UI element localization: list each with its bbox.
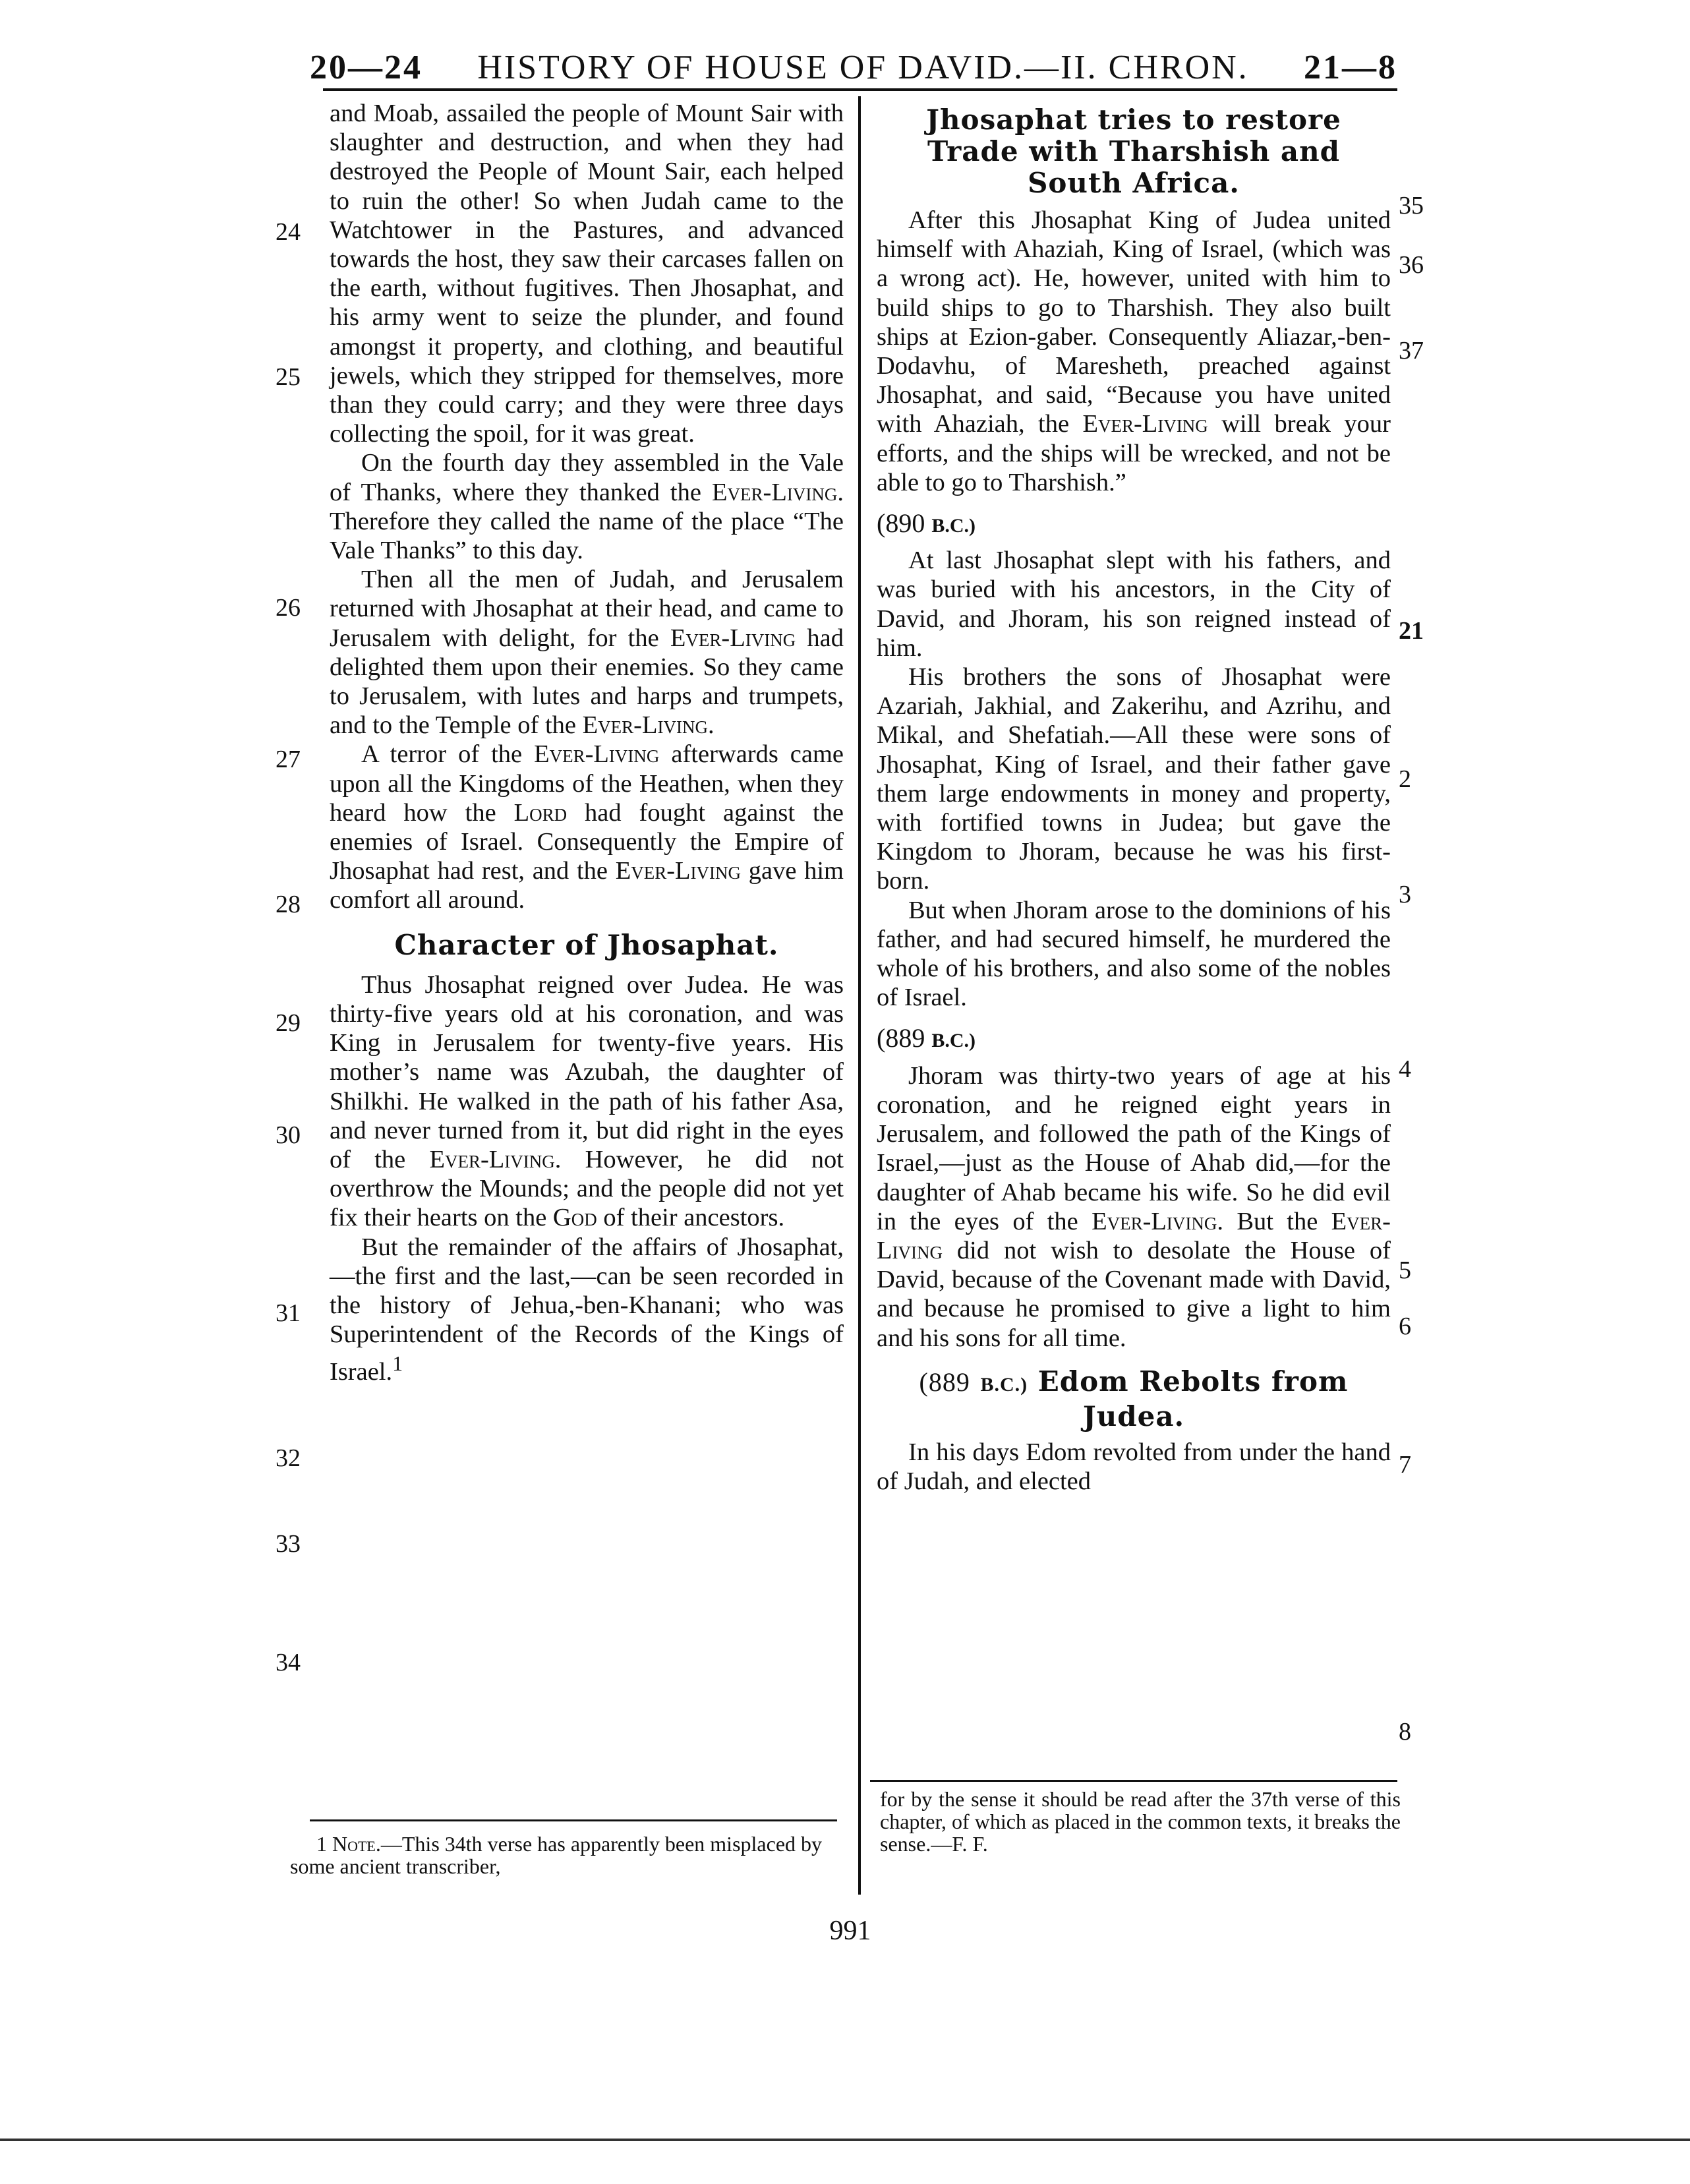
text-run: gave him comfort all around. — [330, 857, 844, 914]
date-year: (889 — [877, 1023, 925, 1053]
divine-name: Ever-Living — [429, 1145, 555, 1173]
date-year: (889 — [919, 1367, 970, 1397]
heading-text: Edom Rebolts from Judea. — [1037, 1365, 1349, 1432]
verse-number: 29 — [276, 1009, 301, 1037]
text-run: Then all the men of Judah, and Jerusalem returned with Jhosaphat at their head, and came to Jerusalem with delight, for the — [330, 566, 844, 652]
verse-number: 34 — [276, 1649, 301, 1676]
header-left-ref: 20—24 — [310, 49, 422, 86]
text-run: Thus Jhosaphat reigned over Judea. He was thirty-five years old at his coronation, and was King in Jerusalem for twenty-five years. His mother’s name was Azubah, the daughter of Shilkhi. He walked in the path of his father Asa, and never turned from it, but did right in the eyes of the — [330, 970, 844, 1173]
verse-number: 33 — [276, 1530, 301, 1558]
text-run: . — [707, 711, 714, 740]
date-889-bc — [877, 1024, 1391, 1055]
text-run: afterwards came upon all the Kingdoms of the Heathen, when they heard how the — [330, 740, 844, 827]
text-run: . But the — [1217, 1207, 1331, 1235]
date-era: B.C.) — [931, 515, 976, 537]
divine-name: Ever-Living — [1082, 410, 1208, 438]
page-number: 991 — [829, 1916, 871, 1946]
verse-number: 37 — [1399, 337, 1424, 365]
verse-number: 31 — [276, 1299, 301, 1327]
header-title: HISTORY OF HOUSE OF DAVID.—II. CHRON. — [477, 49, 1249, 86]
verse-number: 21 — [1399, 617, 1424, 645]
text-run: had delighted them upon their enemies. So they came to Jerusalem, with lutes and harps and trumpets, and to the Temple of the — [330, 624, 844, 740]
right-paragraph-3: His brothers the sons of Jhosaphat were Azariah, Jakhial, and Zakerihu, and Azrihu, and Mikal, and Shefatiah.—All these were sons of Jhosaphat, King of Israel, and their father gave them large endowments in money and property, with fortified towns in Judea; but gave the Kingdom to Jhoram, because he was his first-born. — [877, 663, 1391, 895]
left-paragraph-1: and Moab, assailed the people of Mount Sair with slaughter and destruction, and when they had destroyed the People of Mount Sair, each helped to ruin the other! So when Judah came to the Watchtower in the Pastures, and advanced towards the host, they saw their carcases fallen on the earth, without fugitives. Then Jhosaphat, and his army went to seize the plunder, and found amongst it property, and clothing, and beautiful jewels, which they stripped for themselves, more than they could carry; and they were three days collecting the spoil, for it was great. — [330, 100, 844, 448]
verse-number: 30 — [276, 1121, 301, 1149]
right-footnote: for by the sense it should be read after the 37th verse of this chapter, of which as placed in the common texts, it breaks the sense.—F. F. — [880, 1787, 1401, 1856]
divine-name: Ever-Living — [877, 1207, 1391, 1264]
text-run: A terror of the — [361, 740, 535, 769]
divine-name: Ever-Living — [670, 624, 796, 652]
footnote-rule — [870, 1780, 1397, 1782]
text-run: . However, he did not overthrow the Mounds; and the people did not yet fix their hearts on the — [330, 1145, 844, 1232]
verse-number: 4 — [1399, 1055, 1411, 1083]
divine-name: Lord — [513, 798, 568, 827]
right-paragraph-1 — [877, 206, 1391, 497]
verse-number: 26 — [276, 594, 301, 622]
date-era: B.C.) — [980, 1373, 1028, 1396]
text-run: But the remainder of the affairs of Jhosaphat,—the first and the last,—can be seen recorded in the history of Jehua,-ben-Khanani; who was Superintendent of the Records of the Kings of Israel. — [330, 1233, 844, 1386]
section-heading-character: Character of Jhosaphat. — [394, 928, 779, 961]
footnote-text: .—This 34th verse has apparently been misplaced by some ancient transcriber, — [290, 1832, 823, 1878]
verse-number: 32 — [276, 1444, 301, 1472]
text-run: Jhoram was thirty-two years of age at his coronation, and he reigned eight years in Jerusalem, and followed the path of the Kings of Israel,—just as the House of Ahab did,—for the daughter of Ahab became his wife. So he did evil in the eyes of the — [877, 1061, 1391, 1235]
date-era: B.C.) — [931, 1030, 976, 1052]
footnote-marker: 1 — [392, 1351, 403, 1376]
footnote-number: 1 — [316, 1832, 327, 1856]
verse-number: 24 — [276, 218, 301, 246]
verse-number: 7 — [1399, 1451, 1411, 1479]
verse-number: 6 — [1399, 1313, 1411, 1340]
header-rule — [323, 88, 1397, 91]
left-paragraph-2 — [330, 448, 844, 565]
text-run: On the fourth day they assembled in the Vale of Thanks, where they thanked the — [330, 449, 844, 506]
verse-number: 25 — [276, 363, 301, 391]
text-run: will break your efforts, and the ships will be wrecked, and not be able to go to Tharshish.” — [877, 410, 1391, 496]
right-paragraph-2: At last Jhosaphat slept with his fathers, and was buried with his ancestors, in the City of David, and Jhoram, his son reigned instead of him. — [877, 546, 1391, 662]
verse-number: 35 — [1399, 192, 1424, 220]
text-run: had fought against the enemies of Israel. Consequently the Empire of Jhosaphat had rest, and the — [330, 798, 844, 885]
right-paragraph-5 — [877, 1061, 1391, 1353]
section-heading-trade: Jhosaphat tries to restore Trade with Tharshish and South Africa. — [926, 103, 1341, 199]
footnote-label: Note — [332, 1832, 376, 1856]
date-year: (890 — [877, 508, 925, 539]
left-paragraph-4 — [330, 740, 844, 914]
header-right-ref: 21—8 — [1304, 49, 1397, 86]
left-footnote — [290, 1833, 837, 1877]
text-run: of their ancestors. — [597, 1204, 785, 1232]
right-paragraph-4: But when Jhoram arose to the dominions of his father, and had secured himself, he murdered the whole of his brothers, and also some of the nobles of Israel. — [877, 896, 1391, 1012]
date-890-bc — [877, 509, 1391, 541]
divine-name: Ever-Living — [615, 857, 742, 885]
right-column — [877, 99, 1391, 1496]
verse-number: 5 — [1399, 1256, 1411, 1284]
left-paragraph-6 — [330, 1233, 844, 1387]
scan-bottom-edge — [0, 2139, 1690, 2141]
verse-number: 8 — [1399, 1718, 1411, 1746]
left-column — [330, 99, 844, 1386]
verse-number: 3 — [1399, 881, 1411, 908]
text-run: After this Jhosaphat King of Judea united himself with Ahaziah, King of Israel, (which was a wrong act). He, however, united with him to build ships to go to Tharshish. They also built ships at Ezion-gaber. Consequently Aliazar,-ben-Dodavhu, of Maresheth, preached against Jhosaphat, and said, “Because you have united with Ahaziah, the — [877, 206, 1391, 438]
left-paragraph-3 — [330, 565, 844, 740]
left-paragraph-5 — [330, 970, 844, 1233]
verse-number: 36 — [1399, 251, 1424, 279]
column-divider — [858, 96, 861, 1895]
divine-name: Ever-Living — [582, 711, 708, 740]
divine-name: God — [552, 1204, 597, 1232]
right-paragraph-6: In his days Edom revolted from under the hand of Judah, and elected — [877, 1438, 1391, 1495]
divine-name: Ever-Living — [712, 478, 838, 506]
divine-name: Ever-Living — [1092, 1207, 1217, 1235]
divine-name: Ever-Living — [534, 740, 660, 769]
text-run: did not wish to desolate the House of David, because of the Covenant made with David, and because he promised to give a light to him and his sons for all time. — [877, 1236, 1391, 1352]
section-heading-edom — [877, 1366, 1391, 1432]
running-head — [310, 34, 1397, 87]
verse-number: 28 — [276, 891, 301, 918]
verse-number: 2 — [1399, 765, 1411, 793]
footnote-rule — [310, 1819, 837, 1821]
text-run: . Therefore they called the name of the place “The Vale Thanks” to this day. — [330, 478, 844, 565]
verse-number: 27 — [276, 746, 301, 773]
